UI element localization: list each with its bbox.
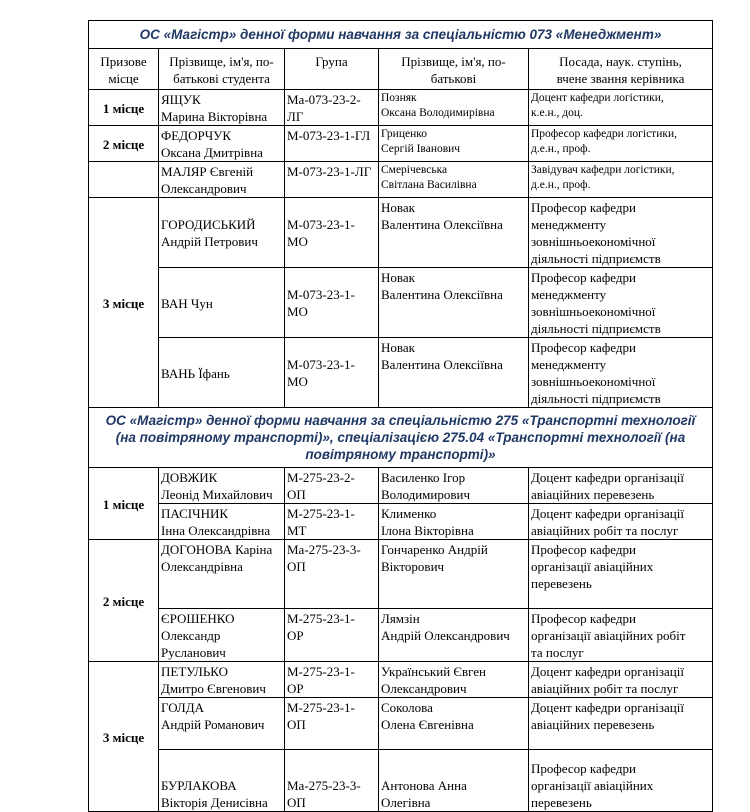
position-line: Доцент кафедри логістики,: [531, 92, 664, 104]
position-line: к.е.н., доц.: [531, 107, 583, 119]
position-line: Професор кафедри: [531, 542, 636, 557]
student-cell: [159, 268, 285, 338]
header-line: Призове: [100, 54, 147, 69]
position-line: перевезень: [531, 576, 592, 591]
group-line: ОП: [287, 487, 306, 502]
group-line: М-073-23-1-: [287, 217, 355, 232]
group-line: Ма-275-23-3-: [287, 778, 361, 793]
student-line: ФЕДОРЧУК: [161, 128, 232, 143]
supervisor-line: Андрій Олександрович: [381, 628, 510, 643]
header-supervisor: [379, 49, 529, 90]
table-row: [89, 750, 713, 812]
student-line: Леонід Михайлович: [161, 487, 273, 502]
table-row: [89, 504, 713, 540]
position-line: організації авіаційних: [531, 778, 654, 793]
position-line: Доцент кафедри організації: [531, 700, 684, 715]
supervisor-cell: [379, 90, 529, 126]
group-cell: [285, 504, 379, 540]
place-cell: 3 місце: [89, 198, 159, 408]
supervisor-line: Гончаренко Андрій: [381, 542, 488, 557]
student-line: Марина Вікторівна: [161, 109, 268, 124]
section-title: [89, 408, 713, 468]
group-line: МО: [287, 304, 308, 319]
supervisor-line: Володимирович: [381, 487, 471, 502]
position-line: перевезень: [531, 795, 592, 810]
student-cell: [159, 162, 285, 198]
supervisor-line: Оксана Володимирівна: [381, 107, 495, 119]
position-line: Доцент кафедри організації: [531, 664, 684, 679]
supervisor-line: Лямзін: [381, 611, 420, 626]
place-cell: 2 місце: [89, 540, 159, 662]
header-line: Прізвище, ім'я, по-: [401, 54, 506, 69]
group-line: М-275-23-2-: [287, 470, 355, 485]
position-cell: [529, 609, 713, 662]
position-line: організації авіаційних: [531, 559, 654, 574]
table-row: [89, 540, 713, 609]
group-line: МО: [287, 374, 308, 389]
supervisor-cell: [379, 540, 529, 609]
student-line: Русланович: [161, 645, 226, 660]
group-line: МТ: [287, 523, 307, 538]
column-header-row: [89, 49, 713, 90]
supervisor-line: Гриценко: [381, 128, 427, 140]
supervisor-line: Новак: [381, 340, 415, 355]
supervisor-cell: [379, 338, 529, 408]
supervisor-line: Ілона Вікторівна: [381, 523, 474, 538]
student-line: ПЕТУЛЬКО: [161, 664, 229, 679]
table-row: [89, 198, 713, 268]
group-cell: [285, 609, 379, 662]
student-line: Олександрович: [161, 181, 247, 196]
group-line: ОП: [287, 795, 306, 810]
position-line: Професор кафедри логістики,: [531, 128, 677, 140]
student-line: БУРЛАКОВА: [161, 778, 237, 793]
supervisor-line: Валентина Олексіївна: [381, 217, 503, 232]
position-cell: [529, 338, 713, 408]
group-line: ОП: [287, 717, 306, 732]
student-line: ГОРОДИСЬКИЙ: [161, 217, 256, 232]
position-line: Професор кафедри: [531, 270, 636, 285]
supervisor-line: Валентина Олексіївна: [381, 287, 503, 302]
student-cell: [159, 338, 285, 408]
student-line: ГОЛДА: [161, 700, 205, 715]
section-header-275: [89, 408, 713, 468]
supervisor-line: Олександрович: [381, 681, 467, 696]
header-line: Посада, наук. ступінь,: [559, 54, 682, 69]
student-line: Олександрівна: [161, 559, 243, 574]
student-line: Вікторія Денисівна: [161, 795, 268, 810]
position-line: менеджменту: [531, 357, 607, 372]
position-cell: [529, 698, 713, 750]
position-line: зовнішньоекономічної: [531, 374, 656, 389]
position-line: Професор кафедри: [531, 200, 636, 215]
group-cell: [285, 540, 379, 609]
position-line: Професор кафедри: [531, 761, 636, 776]
supervisor-cell: [379, 268, 529, 338]
student-line: Андрій Романович: [161, 717, 265, 732]
group-line: М-073-23-1-ЛГ: [287, 164, 372, 179]
header-group: Група: [285, 49, 379, 90]
supervisor-line: Світлана Василівна: [381, 179, 477, 191]
position-line: Завідувач кафедри логістики,: [531, 164, 675, 176]
table-row: [89, 698, 713, 750]
table-row: [89, 338, 713, 408]
header-place: [89, 49, 159, 90]
position-line: д.е.н., проф.: [531, 143, 591, 155]
table-row: [89, 90, 713, 126]
position-line: діяльності підприємств: [531, 321, 661, 336]
header-line: Прізвище, ім'я, по-: [169, 54, 274, 69]
place-cell: 2 місце: [89, 126, 159, 162]
student-cell: [159, 750, 285, 812]
place-cell: 1 місце: [89, 90, 159, 126]
group-line: МО: [287, 234, 308, 249]
group-cell: [285, 698, 379, 750]
header-line: батькові студента: [173, 71, 270, 86]
section-title-line: (на повітряному транспорті)», спеціалізацією 275.04 «Транспортні технології (на: [115, 430, 686, 445]
position-line: Професор кафедри: [531, 340, 636, 355]
section-header-073: [89, 21, 713, 49]
place-cell: 1 місце: [89, 468, 159, 540]
student-line: ЯЩУК: [161, 92, 201, 107]
group-line: М-275-23-1-: [287, 700, 355, 715]
supervisor-line: Смерічевська: [381, 164, 448, 176]
supervisor-cell: [379, 698, 529, 750]
position-line: менеджменту: [531, 287, 607, 302]
table-row: [89, 126, 713, 162]
group-line: М-073-23-1-: [287, 357, 355, 372]
group-cell: [285, 338, 379, 408]
group-cell: [285, 90, 379, 126]
supervisor-cell: [379, 126, 529, 162]
position-cell: [529, 126, 713, 162]
position-cell: [529, 468, 713, 504]
position-cell: [529, 90, 713, 126]
supervisor-cell: [379, 468, 529, 504]
place-cell: [89, 162, 159, 198]
supervisor-line: Валентина Олексіївна: [381, 357, 503, 372]
position-line: Професор кафедри: [531, 611, 636, 626]
student-line: Інна Олександрівна: [161, 523, 271, 538]
group-cell: [285, 126, 379, 162]
position-line: авіаційних перевезень: [531, 717, 655, 732]
student-cell: [159, 504, 285, 540]
table-row: [89, 162, 713, 198]
student-cell: [159, 126, 285, 162]
table-row: [89, 268, 713, 338]
header-line: вчене звання керівника: [556, 71, 685, 86]
supervisor-cell: [379, 662, 529, 698]
student-cell: [159, 662, 285, 698]
student-cell: [159, 468, 285, 504]
table-row: [89, 609, 713, 662]
position-cell: [529, 268, 713, 338]
supervisor-line: Український Євген: [381, 664, 487, 679]
supervisor-line: Олена Євгенівна: [381, 717, 474, 732]
table-row: [89, 468, 713, 504]
position-line: Доцент кафедри організації: [531, 470, 684, 485]
section-title-line: ОС «Магістр» денної форми навчання за спеціальністю 275 «Транспортні технології: [105, 413, 696, 428]
student-cell: [159, 609, 285, 662]
group-line: М-275-23-1-: [287, 664, 355, 679]
position-cell: [529, 750, 713, 812]
supervisor-line: Олегівна: [381, 795, 431, 810]
group-line: М-073-23-1-ГЛ: [287, 128, 371, 143]
supervisor-line: Новак: [381, 200, 415, 215]
supervisor-cell: [379, 162, 529, 198]
student-line: ВАНЬ Їфань: [161, 365, 230, 381]
position-cell: [529, 540, 713, 609]
student-cell: [159, 540, 285, 609]
group-cell: [285, 162, 379, 198]
supervisor-cell: [379, 198, 529, 268]
position-line: менеджменту: [531, 217, 607, 232]
student-cell: [159, 90, 285, 126]
results-table: [88, 20, 713, 812]
table-row: [89, 662, 713, 698]
position-line: та послуг: [531, 645, 584, 660]
position-line: організації авіаційних робіт: [531, 628, 686, 643]
header-line: батькові: [430, 71, 477, 86]
group-cell: [285, 198, 379, 268]
header-line: місце: [108, 71, 139, 86]
group-cell: [285, 750, 379, 812]
group-line: ОР: [287, 681, 304, 696]
student-line: Олександр: [161, 628, 221, 643]
supervisor-line: Антонова Анна: [381, 778, 467, 793]
supervisor-line: Соколова: [381, 700, 433, 715]
group-line: Ма-073-23-2-: [287, 92, 361, 107]
header-position: [529, 49, 713, 90]
position-line: авіаційних робіт та послуг: [531, 681, 679, 696]
position-cell: [529, 504, 713, 540]
student-line: МАЛЯР Євгеній: [161, 164, 254, 179]
group-line: ЛГ: [287, 109, 304, 124]
position-line: Доцент кафедри організації: [531, 506, 684, 521]
student-line: ВАН Чун: [161, 295, 213, 311]
supervisor-cell: [379, 750, 529, 812]
group-line: М-275-23-1-: [287, 611, 355, 626]
supervisor-line: Василенко Ігор: [381, 470, 466, 485]
supervisor-line: Позняк: [381, 92, 417, 104]
supervisor-line: Новак: [381, 270, 415, 285]
header-student: [159, 49, 285, 90]
supervisor-line: Сергій Іванович: [381, 143, 461, 155]
section-073-rows: [89, 90, 713, 408]
position-cell: [529, 162, 713, 198]
student-cell: [159, 698, 285, 750]
section-title: ОС «Магістр» денної форми навчання за спеціальністю 073 «Менеджмент»: [89, 21, 713, 49]
position-line: діяльності підприємств: [531, 391, 661, 406]
student-line: Дмитро Євгенович: [161, 681, 266, 696]
student-line: Андрій Петрович: [161, 234, 258, 249]
group-line: ОП: [287, 559, 306, 574]
section-title-line: повітряному транспорті)»: [305, 447, 496, 462]
supervisor-cell: [379, 504, 529, 540]
group-cell: [285, 268, 379, 338]
position-line: зовнішньоекономічної: [531, 234, 656, 249]
position-line: зовнішньоекономічної: [531, 304, 656, 319]
group-line: М-275-23-1-: [287, 506, 355, 521]
student-line: ЄРОШЕНКО: [161, 611, 235, 626]
section-275-rows: [89, 468, 713, 812]
position-cell: [529, 662, 713, 698]
position-line: авіаційних робіт та послуг: [531, 523, 679, 538]
group-cell: [285, 468, 379, 504]
supervisor-line: Клименко: [381, 506, 437, 521]
student-line: ДОГОНОВА Каріна: [161, 542, 273, 557]
student-line: ДОВЖИК: [161, 470, 218, 485]
group-line: Ма-275-23-3-: [287, 542, 361, 557]
place-cell: 3 місце: [89, 662, 159, 812]
supervisor-line: Вікторович: [381, 559, 445, 574]
position-line: діяльності підприємств: [531, 251, 661, 266]
student-line: ПАСІЧНИК: [161, 506, 229, 521]
position-line: д.е.н., проф.: [531, 179, 591, 191]
group-line: М-073-23-1-: [287, 287, 355, 302]
supervisor-cell: [379, 609, 529, 662]
position-line: авіаційних перевезень: [531, 487, 655, 502]
group-cell: [285, 662, 379, 698]
student-cell: [159, 198, 285, 268]
group-line: ОР: [287, 628, 304, 643]
position-cell: [529, 198, 713, 268]
student-line: Оксана Дмитрівна: [161, 145, 263, 160]
